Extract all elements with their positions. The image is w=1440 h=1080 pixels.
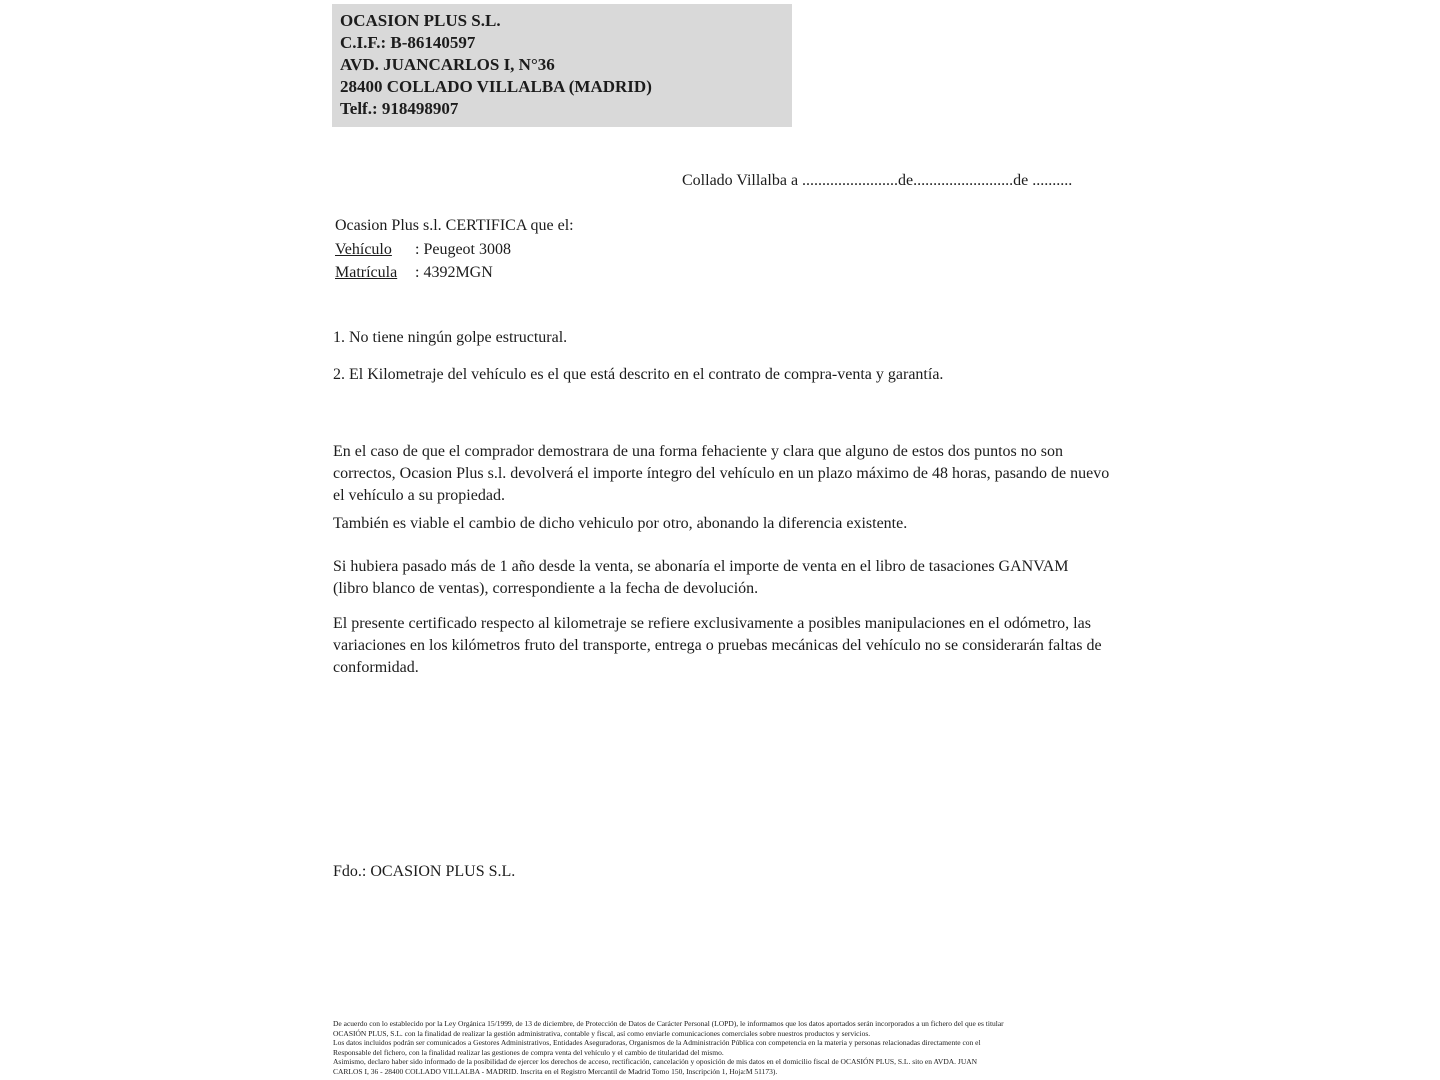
plate-label: Matrícula <box>335 264 398 281</box>
company-phone: Telf.: 918498907 <box>340 99 459 118</box>
company-city: 28400 COLLADO VILLALBA (MADRID) <box>340 77 652 96</box>
legal-line-6: CARLOS I, 36 - 28400 COLLADO VILLALBA - MADRID. Inscrita en el Registro Mercantil de Madrid Tomo 150, Inscripción 1, Hoja:M 51173). <box>333 1066 778 1076</box>
paragraph-odometer: El presente certificado respecto al kilometraje se refiere exclusivamente a posibles manipulaciones en el odómetro, las variaciones en los kilómetros fruto del transporte, entrega o pruebas mecánicas del vehículo no se considerarán faltas de conformidad. <box>333 615 1102 676</box>
legal-line-1: De acuerdo con lo establecido por la Ley Orgánica 15/1999, de 13 de diciembre, de Protección de Datos de Carácter Personal (LOPD), le informamos que los datos aportados serán incorporados a un fichero del que es titular <box>333 1019 1004 1028</box>
company-name: OCASION PLUS S.L. <box>340 11 501 30</box>
legal-footer <box>333 1019 1123 1076</box>
vehicle-value: : Peugeot 3008 <box>415 241 511 258</box>
point-1-no-structural-damage: 1. No tiene ningún golpe estructural. <box>333 329 568 346</box>
certify-intro: Ocasion Plus s.l. CERTIFICA que el: <box>335 217 574 234</box>
point-2-mileage: 2. El Kilometraje del vehículo es el que está descrito en el contrato de compra-venta y garantía. <box>333 366 944 383</box>
signature-line: Fdo.: OCASION PLUS S.L. <box>333 863 516 880</box>
legal-line-2: OCASIÓN PLUS, S.L. con la finalidad de realizar la gestión administrativa, contable y fiscal, así como enviarle comunicaciones comerciales sobre nuestros productos y servicios. <box>333 1028 871 1038</box>
date-line: Collado Villalba a ........................de.........................de .......... <box>682 172 1073 189</box>
vehicle-row <box>335 241 511 259</box>
plate-value: : 4392MGN <box>415 264 493 281</box>
vehicle-label: Vehículo <box>335 241 392 258</box>
legal-line-3: Los datos incluidos podrán ser comunicados a Gestores Administrativos, Entidades Aseguradoras, Organismos de la Administración Pública con competencia en la materia y personas relacionadas directamente con el <box>333 1038 981 1047</box>
paragraph-ganvam: Si hubiera pasado más de 1 año desde la venta, se abonaría el importe de venta en el libro de tasaciones GANVAM (libro blanco de ventas), correspondiente a la fecha de devolución. <box>333 558 1069 597</box>
paragraph-refund: En el caso de que el comprador demostrara de una forma fehaciente y clara que alguno de estos dos puntos no son correctos, Ocasion Plus s.l. devolverá el importe íntegro del vehículo en un plazo máximo de 48 horas, pasando de nuevo el vehículo a su propiedad. <box>333 443 1110 504</box>
legal-line-5: Asimismo, declaro haber sido informado de la posibilidad de ejercer los derechos de acceso, rectificación, cancelación y oposición de mis datos en el domicilio fiscal de OCASIÓN PLUS, S.L. sito en AVDA. JUAN <box>333 1057 978 1066</box>
plate-row <box>335 264 493 282</box>
company-cif: C.I.F.: B-86140597 <box>340 33 476 52</box>
company-header-block <box>332 4 792 127</box>
paragraph-exchange: También es viable el cambio de dicho vehiculo por otro, abonando la diferencia existente. <box>333 515 908 532</box>
legal-line-4: Responsable del fichero, con la finalidad realizar las gestiones de compra venta del vehículo y el cambio de titularidad del mismo. <box>333 1047 724 1057</box>
company-address: AVD. JUANCARLOS I, N°36 <box>340 55 555 74</box>
